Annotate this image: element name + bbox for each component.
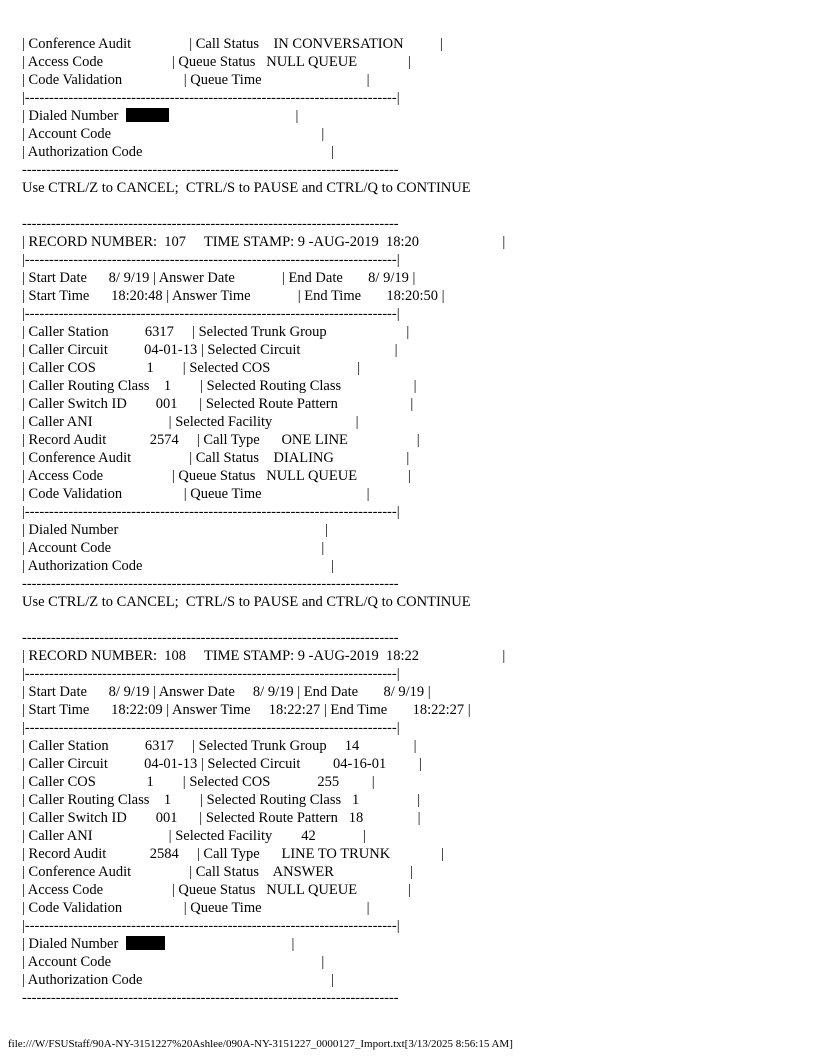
dialed-number-row: | Dialed Number | xyxy=(22,522,328,538)
code-validation-row: | Code Validation | Queue Time | xyxy=(22,72,370,88)
dash-line: ------------------------------------------------------------------------------ xyxy=(22,630,399,646)
separator-line: |-----------------------------------------------------------------------------| xyxy=(22,720,400,736)
account-code-row: | Account Code | xyxy=(22,540,325,556)
account-code-row: | Account Code | xyxy=(22,126,325,142)
caller-circuit-row: | Caller Circuit 04-01-13 | Selected Circuit | xyxy=(22,342,398,358)
dialed-number-row xyxy=(22,107,802,125)
record-header: | RECORD NUMBER: 107 TIME STAMP: 9 -AUG-2019 18:20 | xyxy=(22,234,506,250)
separator-line: |-----------------------------------------------------------------------------| xyxy=(22,306,400,322)
dash-line: ------------------------------------------------------------------------------ xyxy=(22,990,399,1006)
caller-station-row: | Caller Station 6317 | Selected Trunk Group | xyxy=(22,324,410,340)
separator-line: |-----------------------------------------------------------------------------| xyxy=(22,252,400,268)
start-date-row: | Start Date 8/ 9/19 | Answer Date | End Date 8/ 9/19 | xyxy=(22,270,416,286)
separator-line: |-----------------------------------------------------------------------------| xyxy=(22,90,400,106)
access-code-row: | Access Code | Queue Status NULL QUEUE | xyxy=(22,468,411,484)
caller-station-row: | Caller Station 6317 | Selected Trunk Group 14 | xyxy=(22,738,417,754)
separator-line: |-----------------------------------------------------------------------------| xyxy=(22,504,400,520)
caller-ani-row: | Caller ANI | Selected Facility | xyxy=(22,414,359,430)
record-audit-row: | Record Audit 2574 | Call Type ONE LINE | xyxy=(22,432,420,448)
file-path-footer: file:///W/FSUStaff/90A-NY-3151227%20Ashlee/090A-NY-3151227_0000127_Import.txt[3/13/2025 8:56:15 AM] xyxy=(8,1038,513,1050)
start-time-row: | Start Time 18:22:09 | Answer Time 18:22:27 | End Time 18:22:27 | xyxy=(22,702,471,718)
dialed-number-label: | Dialed Number xyxy=(22,108,126,124)
dialed-number-tail: | xyxy=(164,936,295,952)
separator-line: |-----------------------------------------------------------------------------| xyxy=(22,666,400,682)
caller-cos-row: | Caller COS 1 | Selected COS | xyxy=(22,360,361,376)
start-time-row: | Start Time 18:20:48 | Answer Time | End Time 18:20:50 | xyxy=(22,288,445,304)
caller-switch-row: | Caller Switch ID 001 | Selected Route Pattern | xyxy=(22,396,414,412)
caller-routing-row: | Caller Routing Class 1 | Selected Routing Class 1 | xyxy=(22,792,421,808)
print-page xyxy=(22,35,802,1007)
ctrl-message: Use CTRL/Z to CANCEL; CTRL/S to PAUSE and CTRL/Q to CONTINUE xyxy=(22,180,471,196)
caller-cos-row: | Caller COS 1 | Selected COS 255 | xyxy=(22,774,375,790)
account-code-row: | Account Code | xyxy=(22,954,325,970)
dialed-number-tail: | xyxy=(168,108,299,124)
conference-audit-row: | Conference Audit | Call Status ANSWER | xyxy=(22,864,413,880)
redaction-block xyxy=(126,936,165,950)
conference-audit-row: | Conference Audit | Call Status DIALING | xyxy=(22,450,410,466)
record-header: | RECORD NUMBER: 108 TIME STAMP: 9 -AUG-2019 18:22 | xyxy=(22,648,506,664)
caller-routing-row: | Caller Routing Class 1 | Selected Routing Class | xyxy=(22,378,417,394)
dash-line: ------------------------------------------------------------------------------ xyxy=(22,162,399,178)
authorization-code-row: | Authorization Code | xyxy=(22,972,334,988)
code-validation-row: | Code Validation | Queue Time | xyxy=(22,486,370,502)
dash-line: ------------------------------------------------------------------------------ xyxy=(22,216,399,232)
start-date-row: | Start Date 8/ 9/19 | Answer Date 8/ 9/19 | End Date 8/ 9/19 | xyxy=(22,684,431,700)
separator-line: |-----------------------------------------------------------------------------| xyxy=(22,918,400,934)
conference-audit-row: | Conference Audit | Call Status IN CONVERSATION | xyxy=(22,36,443,52)
caller-circuit-row: | Caller Circuit 04-01-13 | Selected Circuit 04-16-01 | xyxy=(22,756,422,772)
access-code-row: | Access Code | Queue Status NULL QUEUE | xyxy=(22,54,411,70)
ctrl-message: Use CTRL/Z to CANCEL; CTRL/S to PAUSE and CTRL/Q to CONTINUE xyxy=(22,594,471,610)
record-audit-row: | Record Audit 2584 | Call Type LINE TO TRUNK | xyxy=(22,846,444,862)
authorization-code-row: | Authorization Code | xyxy=(22,144,334,160)
dialed-number-row xyxy=(22,935,802,953)
caller-ani-row: | Caller ANI | Selected Facility 42 | xyxy=(22,828,366,844)
access-code-row: | Access Code | Queue Status NULL QUEUE | xyxy=(22,882,411,898)
dash-line: ------------------------------------------------------------------------------ xyxy=(22,576,399,592)
code-validation-row: | Code Validation | Queue Time | xyxy=(22,900,370,916)
dialed-number-label: | Dialed Number xyxy=(22,936,126,952)
authorization-code-row: | Authorization Code | xyxy=(22,558,334,574)
redaction-block xyxy=(126,108,169,122)
caller-switch-row: | Caller Switch ID 001 | Selected Route Pattern 18 | xyxy=(22,810,421,826)
